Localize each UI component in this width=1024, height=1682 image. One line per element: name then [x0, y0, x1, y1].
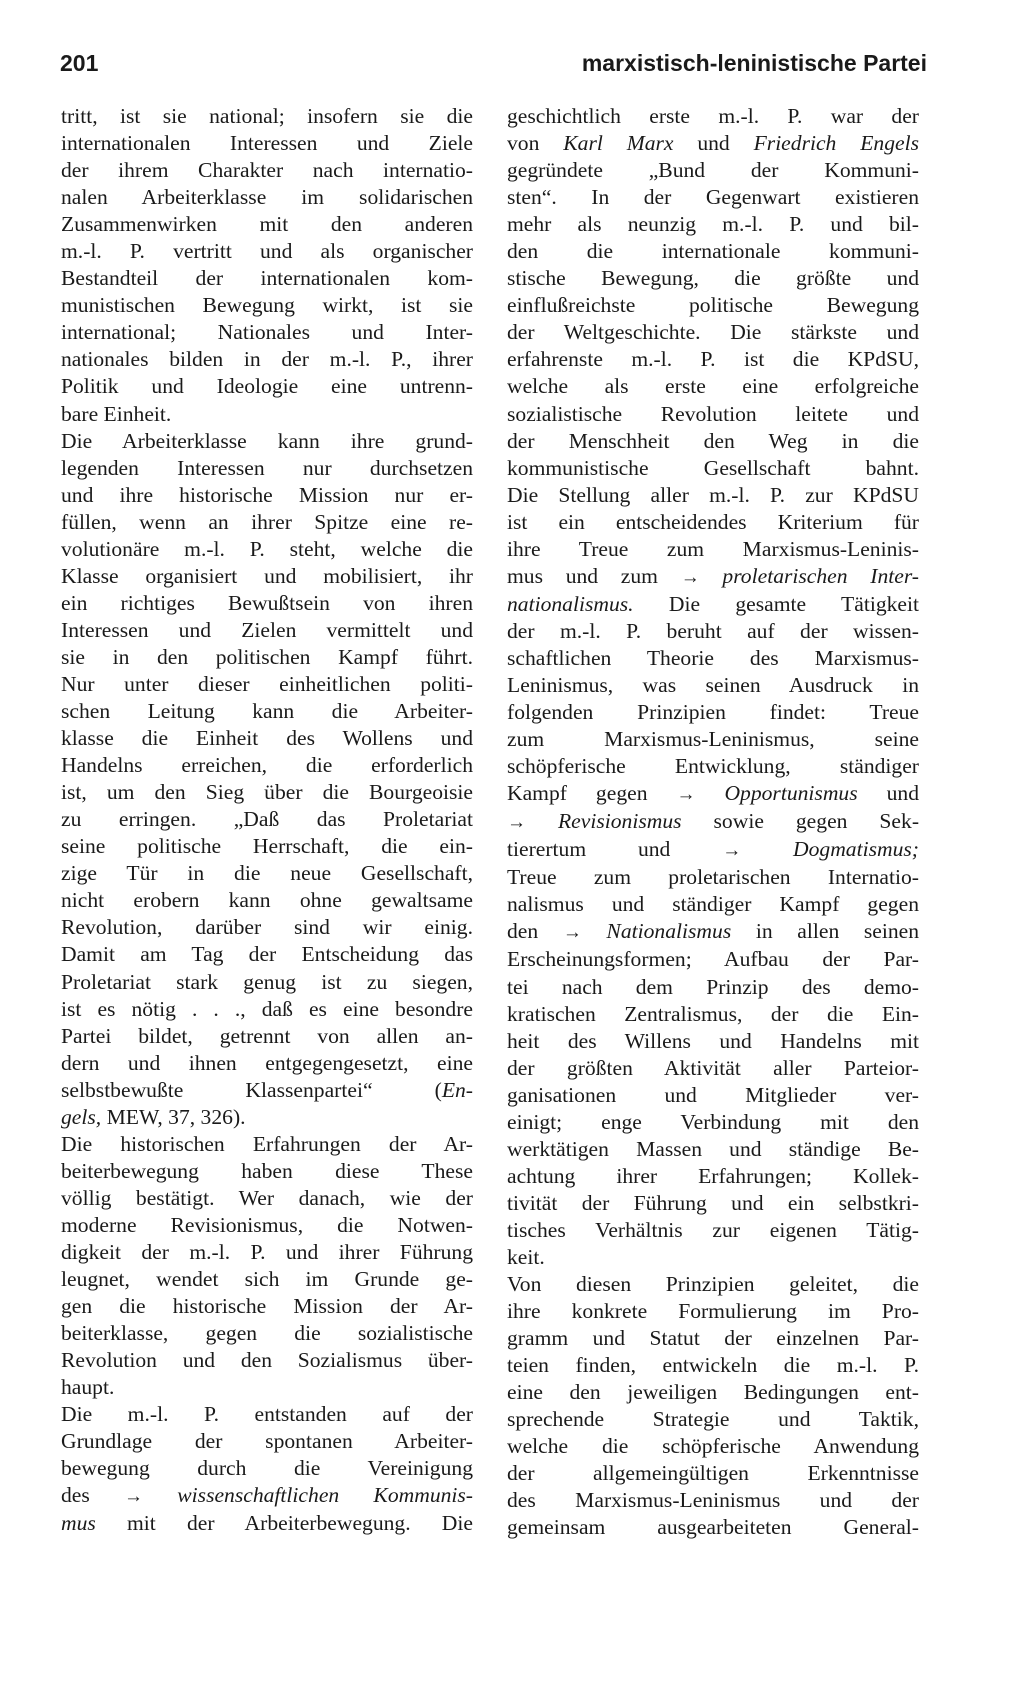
text-line — [507, 509, 919, 536]
text-line — [507, 211, 919, 238]
text-line — [507, 1190, 919, 1217]
text-line — [61, 644, 473, 671]
text-run: Interessen und Zielen vermittelt und — [61, 617, 473, 642]
text-run: Proletariat stark genug ist zu siegen, — [61, 969, 473, 994]
text-line — [61, 184, 473, 211]
text-line — [507, 1325, 919, 1352]
text-run: folgenden Prinzipien findet: Treue — [507, 700, 919, 725]
text-line — [61, 1050, 473, 1077]
text-line — [507, 103, 919, 130]
text-run: schaftlichen Theorie des Marxismus- — [507, 645, 919, 670]
text-line — [507, 618, 919, 645]
text-line — [507, 1244, 919, 1271]
text-run: gemeinsam ausgearbeiteten General- — [507, 1515, 919, 1540]
text-run: welche die schöpferische Anwendung — [507, 1434, 919, 1459]
text-run: nalismus und ständiger Kampf gegen — [507, 892, 919, 917]
text-run: Die Stellung aller m.-l. P. zur KPdSU — [507, 482, 919, 507]
text-run: erfahrenste m.-l. P. ist die KPdSU, — [507, 347, 919, 372]
text-run: der größten Aktivität aller Parteior- — [507, 1055, 919, 1080]
text-run: ein richtiges Bewußtsein von ihren — [61, 590, 473, 615]
text-line — [61, 1158, 473, 1185]
page-number: 201 — [60, 50, 99, 76]
text-run: dern und ihnen entgegengesetzt, eine — [61, 1050, 473, 1075]
text-run: gen die historische Mission der Ar- — [61, 1294, 473, 1319]
text-run: zum Marxismus-Leninismus, seine — [507, 727, 919, 752]
text-line — [507, 428, 919, 455]
text-line — [61, 1077, 473, 1104]
text-line — [507, 536, 919, 563]
text-run: tierertum und — [507, 837, 723, 862]
text-line — [61, 590, 473, 617]
text-run: leugnet, wendet sich im Grunde ge- — [61, 1267, 473, 1292]
text-line — [507, 836, 919, 864]
text-run: werktätigen Massen und ständige Be- — [507, 1136, 919, 1161]
text-line — [507, 1001, 919, 1028]
text-run: Damit am Tag der Entscheidung das — [61, 942, 473, 967]
text-run: füllen, wenn an ihrer Spitze eine re- — [61, 509, 473, 534]
text-run: Nur unter dieser einheitlichen politi- — [61, 671, 473, 696]
text-line — [61, 428, 473, 455]
text-run: des Marxismus-Leninismus und der — [507, 1488, 919, 1513]
text-line — [61, 779, 473, 806]
text-run: Erscheinungsformen; Aufbau der Par- — [507, 947, 919, 972]
text-line — [61, 1293, 473, 1320]
text-line — [61, 860, 473, 887]
text-run: völlig bestätigt. Wer danach, wie der — [61, 1185, 473, 1210]
text-run: einflußreichste politische Bewegung — [507, 293, 919, 318]
text-line — [507, 1109, 919, 1136]
text-run: beiterklasse, gegen die sozialistische — [61, 1321, 473, 1346]
text-line — [61, 1374, 473, 1401]
text-run: zige Tür in die neue Gesellschaft, — [61, 861, 473, 886]
text-line — [507, 455, 919, 482]
text-line — [507, 1055, 919, 1082]
text-line — [507, 918, 919, 946]
text-run: schen Leitung kann die Arbeiter- — [61, 699, 473, 724]
text-run: stische Bewegung, die größte und — [507, 266, 919, 291]
text-run: und — [857, 781, 919, 806]
text-line — [507, 1433, 919, 1460]
text-run: mehr als neunzig m.-l. P. und bil- — [507, 212, 919, 237]
text-run: kratischen Zentralismus, der die Ein- — [507, 1001, 919, 1026]
text-line — [61, 833, 473, 860]
text-line — [61, 346, 473, 373]
text-run: der allgemeingültigen Erkenntnisse — [507, 1461, 919, 1486]
text-line — [61, 482, 473, 509]
cross-reference-arrow: → — [676, 784, 696, 806]
text-line — [61, 455, 473, 482]
text-run: gegründete „Bund der Kommuni- — [507, 158, 919, 183]
text-run: internationalen Interessen und Ziele — [61, 131, 473, 156]
italic-term: En- — [441, 1077, 473, 1102]
text-run: Die gesamte Tätigkeit — [633, 591, 919, 616]
running-header — [60, 50, 927, 84]
text-line — [61, 1212, 473, 1239]
text-line — [507, 808, 919, 836]
text-run: Klasse organisiert und mobilisiert, ihr — [61, 563, 473, 588]
text-run: sowie gegen Sek- — [681, 809, 920, 834]
text-line — [507, 238, 919, 265]
text-line — [507, 1082, 919, 1109]
text-line — [507, 319, 919, 346]
text-line — [507, 1514, 919, 1541]
text-line — [61, 617, 473, 644]
left-text-column — [61, 103, 473, 1537]
text-line — [507, 265, 919, 292]
text-run: Revolution, darüber sind wir einig. — [61, 915, 473, 940]
italic-term: Opportunismus — [695, 781, 858, 806]
text-run: zu erringen. „Daß das Proletariat — [61, 807, 473, 832]
text-run: tisches Verhältnis zur eigenen Tätig- — [507, 1217, 919, 1242]
text-line — [507, 780, 919, 808]
text-line — [61, 1347, 473, 1374]
text-line — [507, 292, 919, 319]
text-line — [61, 1482, 473, 1510]
text-line — [61, 563, 473, 590]
italic-term: Nationalismus — [581, 919, 732, 944]
text-run: nicht erobern kann ohne gewaltsame — [61, 888, 473, 913]
text-run: haupt. — [61, 1375, 115, 1400]
text-line — [61, 806, 473, 833]
italic-term: Revisionismus — [526, 809, 682, 834]
text-run: den die internationale kommuni- — [507, 239, 919, 264]
text-line — [61, 509, 473, 536]
text-run: tritt, ist sie national; insofern sie die — [61, 104, 473, 128]
text-run: von — [507, 131, 564, 156]
text-line — [61, 373, 473, 400]
cross-reference-arrow: → — [562, 922, 582, 944]
text-line — [61, 157, 473, 184]
italic-term: Karl Marx — [563, 131, 674, 156]
text-run: sprechende Strategie und Taktik, — [507, 1407, 919, 1432]
text-line — [61, 698, 473, 725]
text-run: sten“. In der Gegenwart existieren — [507, 185, 919, 210]
text-line — [61, 238, 473, 265]
text-run: Bestandteil der internationalen kom- — [61, 266, 473, 291]
cross-reference-arrow: → — [722, 840, 742, 862]
text-line — [507, 373, 919, 400]
text-line — [507, 130, 919, 157]
text-run: tei nach dem Prinzip des demo- — [507, 974, 919, 999]
text-line — [61, 265, 473, 292]
text-run: Leninismus, was seinen Ausdruck in — [507, 672, 919, 697]
text-run: achtung ihrer Erfahrungen; Kollek- — [507, 1163, 919, 1188]
text-line — [507, 974, 919, 1001]
italic-term: wissenschaftlichen Kommunis- — [143, 1483, 474, 1508]
text-run: volutionäre m.-l. P. steht, welche die — [61, 536, 473, 561]
text-line — [507, 864, 919, 891]
text-line — [507, 1163, 919, 1190]
text-line — [61, 319, 473, 346]
text-run: Partei bildet, getrennt von allen an- — [61, 1023, 473, 1048]
text-run: beiterbewegung haben diese These — [61, 1158, 473, 1183]
text-line — [507, 1028, 919, 1055]
right-text-column — [507, 103, 919, 1541]
text-run: der Weltgeschichte. Die stärkste und — [507, 320, 919, 345]
text-line — [61, 1023, 473, 1050]
text-line — [61, 1455, 473, 1482]
text-run: Politik und Ideologie eine untrenn- — [61, 374, 473, 399]
text-line — [507, 1298, 919, 1325]
text-line — [61, 1428, 473, 1455]
text-run: ist ein entscheidendes Kriterium für — [507, 509, 919, 534]
text-run: der Menschheit den Weg in die — [507, 428, 919, 453]
text-run: ihre konkrete Formulierung im Pro- — [507, 1299, 919, 1324]
text-run: einigt; enge Verbindung mit den — [507, 1109, 919, 1134]
text-line — [61, 671, 473, 698]
text-line — [507, 946, 919, 973]
text-line — [61, 969, 473, 996]
text-run: nationales bilden in der m.-l. P., ihrer — [61, 347, 473, 372]
text-line — [507, 699, 919, 726]
text-line — [507, 401, 919, 428]
text-run: sozialistische Revolution leitete und — [507, 401, 919, 426]
text-line — [61, 130, 473, 157]
text-line — [507, 591, 919, 618]
text-run: und — [673, 131, 754, 156]
italic-term: Dogmatismus; — [741, 837, 919, 862]
text-line — [507, 346, 919, 373]
text-line — [507, 1271, 919, 1298]
text-run: bewegung durch die Vereinigung — [61, 1456, 473, 1481]
text-line — [61, 1239, 473, 1266]
text-line — [61, 103, 473, 130]
text-run: klasse die Einheit des Wollens und — [61, 726, 473, 751]
text-run: Grundlage der spontanen Arbeiter- — [61, 1429, 473, 1454]
text-run: der m.-l. P. beruht auf der wissen- — [507, 618, 919, 643]
text-run: gramm und Statut der einzelnen Par- — [507, 1326, 919, 1351]
text-run: teien finden, entwickeln die m.-l. P. — [507, 1353, 919, 1378]
italic-term: nationalismus. — [507, 591, 634, 616]
text-line — [61, 536, 473, 563]
text-line — [61, 1401, 473, 1428]
text-line — [507, 184, 919, 211]
text-run: heit des Willens und Handelns mit — [507, 1028, 919, 1053]
text-line — [507, 1217, 919, 1244]
text-run: seine politische Herrschaft, die ein- — [61, 834, 473, 859]
text-line — [61, 1131, 473, 1158]
italic-term: gels, — [61, 1104, 102, 1129]
text-line — [61, 914, 473, 941]
text-line — [61, 1266, 473, 1293]
text-run: den — [507, 919, 563, 944]
text-line — [61, 1185, 473, 1212]
text-run: digkeit der m.-l. P. und ihrer Führung — [61, 1239, 473, 1264]
text-run: in allen seinen — [731, 919, 920, 944]
text-line — [61, 1320, 473, 1347]
text-line — [507, 482, 919, 509]
text-line — [507, 1487, 919, 1514]
text-run: Treue zum proletarischen Internatio- — [507, 865, 919, 890]
running-head-title: marxistisch-leninistische Partei — [581, 50, 927, 76]
text-line — [61, 211, 473, 238]
text-run: mit der Arbeiterbewegung. Die — [95, 1511, 473, 1536]
text-run: moderne Revisionismus, die Notwen- — [61, 1212, 473, 1237]
text-line — [61, 996, 473, 1023]
text-line — [507, 157, 919, 184]
text-line — [507, 1460, 919, 1487]
text-run: Die Arbeiterklasse kann ihre grund- — [61, 428, 473, 453]
text-line — [507, 1406, 919, 1433]
cross-reference-arrow: → — [124, 1486, 144, 1508]
text-run: ganisationen und Mitglieder ver- — [507, 1082, 919, 1107]
italic-term: Friedrich Engels — [753, 131, 919, 156]
text-line — [61, 941, 473, 968]
text-run: Handelns erreichen, die erforderlich — [61, 753, 473, 778]
text-run: selbstbewußte Klassenpartei“ ( — [61, 1077, 442, 1102]
text-run: Die m.-l. P. entstanden auf der — [61, 1402, 473, 1427]
text-line — [507, 645, 919, 672]
text-line — [61, 887, 473, 914]
text-line — [507, 1136, 919, 1163]
text-run: nalen Arbeiterklasse im solidarischen — [61, 185, 473, 210]
text-line — [61, 1510, 473, 1537]
text-run: sie in den politischen Kampf führt. — [61, 644, 473, 669]
text-run: geschichtlich erste m.-l. P. war der — [507, 104, 919, 128]
text-run: m.-l. P. vertritt und als organischer — [61, 239, 473, 264]
text-run: Kampf gegen — [507, 781, 677, 806]
cross-reference-arrow: → — [507, 812, 526, 834]
text-line — [61, 401, 473, 428]
text-run: mus und zum — [507, 563, 681, 588]
text-run: ist es nötig . . ., daß es eine besondre — [61, 996, 473, 1021]
text-line — [507, 753, 919, 780]
text-run: legenden Interessen nur durchsetzen — [61, 455, 473, 480]
text-run: schöpferische Entwicklung, ständiger — [507, 754, 919, 779]
italic-term: proletarischen Inter- — [699, 563, 919, 588]
text-run: Die historischen Erfahrungen der Ar- — [61, 1131, 473, 1156]
italic-term: mus — [61, 1511, 96, 1536]
text-run: munistischen Bewegung wirkt, ist sie — [61, 293, 473, 318]
text-run: Von diesen Prinzipien geleitet, die — [507, 1272, 919, 1297]
text-line — [507, 672, 919, 699]
text-run: tivität der Führung und ein selbstkri- — [507, 1190, 919, 1215]
text-run: welche als erste eine erfolgreiche — [507, 374, 919, 399]
text-run: MEW, 37, 326). — [101, 1104, 246, 1129]
text-line — [507, 891, 919, 918]
text-run: international; Nationales und Inter- — [61, 320, 473, 345]
text-run: ist, um den Sieg über die Bourgeoisie — [61, 780, 473, 805]
text-run: der ihrem Charakter nach internatio- — [61, 158, 473, 183]
text-run: bare Einheit. — [61, 401, 172, 426]
text-run: keit. — [507, 1244, 545, 1269]
text-run: Zusammenwirken mit den anderen — [61, 212, 473, 237]
text-run: ihre Treue zum Marxismus-Leninis- — [507, 536, 919, 561]
text-run: eine den jeweiligen Bedingungen ent- — [507, 1380, 919, 1405]
text-run: kommunistische Gesellschaft bahnt. — [507, 455, 919, 480]
text-run: Revolution und den Sozialismus über- — [61, 1348, 473, 1373]
text-line — [61, 752, 473, 779]
text-line — [507, 563, 919, 591]
text-line — [61, 292, 473, 319]
text-line — [507, 1352, 919, 1379]
text-line — [507, 726, 919, 753]
text-line — [61, 725, 473, 752]
text-line — [507, 1379, 919, 1406]
text-run: des — [61, 1483, 125, 1508]
cross-reference-arrow: → — [680, 566, 700, 588]
text-line — [61, 1104, 473, 1131]
text-run: und ihre historische Mission nur er- — [61, 482, 473, 507]
